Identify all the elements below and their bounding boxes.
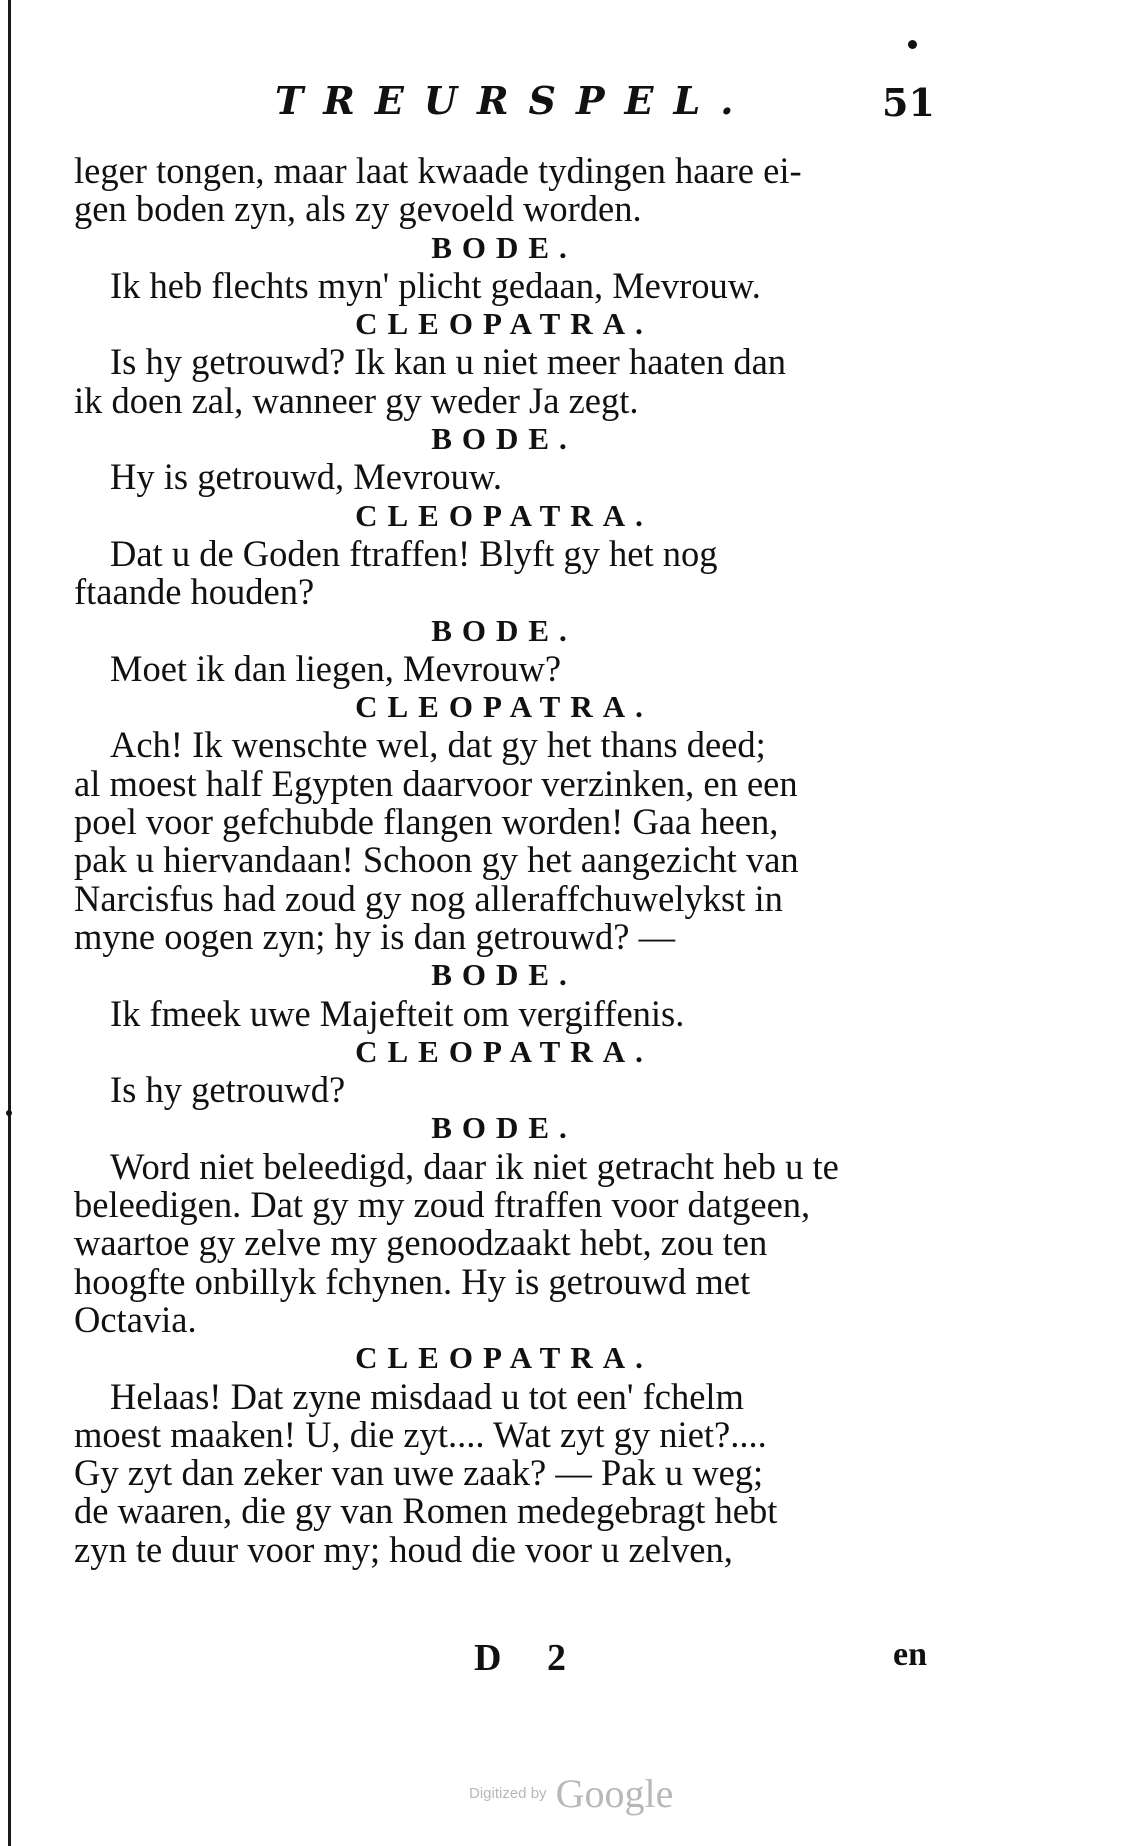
- watermark-prefix: Digitized by: [469, 1785, 547, 1802]
- text-line: poel voor gefchubde flangen worden! Gaa heen,: [74, 801, 779, 843]
- speaker-name: CLEOPATRA.: [355, 1033, 653, 1069]
- text-line: ftaande houden?: [74, 571, 315, 613]
- ink-speck: [6, 1110, 12, 1116]
- text-line: Is hy getrouwd?: [110, 1069, 346, 1111]
- text-line: Ach! Ik wenschte wel, dat gy het thans deed;: [110, 724, 766, 766]
- google-logo: Google: [555, 1771, 674, 1816]
- page-edge-shadow: [8, 0, 11, 1846]
- speaker-name: BODE.: [431, 1110, 577, 1146]
- digitization-watermark: [469, 1770, 673, 1817]
- speaker-name: BODE.: [431, 229, 577, 265]
- text-line: waartoe gy zelve my genoodzaakt hebt, zou ten: [74, 1222, 768, 1264]
- text-line: Word niet beleedigd, daar ik niet getracht heb u te: [110, 1145, 839, 1187]
- text-line: Gy zyt dan zeker van uwe zaak? — Pak u weg;: [74, 1452, 764, 1494]
- text-line: myne oogen zyn; hy is dan getrouwd? —: [74, 915, 676, 957]
- speaker-name: CLEOPATRA.: [355, 1340, 653, 1376]
- speaker-name: BODE.: [431, 612, 577, 648]
- text-line: moest maaken! U, die zyt.... Wat zyt gy niet?....: [74, 1413, 767, 1455]
- text-line: Moet ik dan liegen, Mevrouw?: [110, 647, 562, 689]
- text-line: de waaren, die gy van Romen medegebragt hebt: [74, 1490, 778, 1532]
- text-line: gen boden zyn, als zy gevoeld worden.: [74, 188, 642, 230]
- running-head: TREURSPEL.: [275, 78, 754, 123]
- text-line: Helaas! Dat zyne misdaad u tot een' fchelm: [110, 1375, 744, 1417]
- text-line: hoogfte onbillyk fchynen. Hy is getrouwd met: [74, 1260, 751, 1302]
- speaker-name: CLEOPATRA.: [355, 497, 653, 533]
- text-line: Dat u de Goden ftraffen! Blyft gy het nog: [110, 532, 718, 574]
- play-text: [74, 152, 934, 1569]
- ink-speck: [908, 40, 917, 49]
- text-line: ik doen zal, wanneer gy weder Ja zegt.: [74, 379, 639, 421]
- text-line: zyn te duur voor my; houd die voor u zelven,: [74, 1528, 733, 1570]
- text-line: al moest half Egypten daarvoor verzinken, en een: [74, 762, 798, 804]
- text-line: Ik fmeek uwe Majefteit om vergiffenis.: [110, 992, 685, 1034]
- text-line: Hy is getrouwd, Mevrouw.: [110, 456, 502, 498]
- text-line: Octavia.: [74, 1298, 197, 1340]
- page-number: 51: [882, 80, 935, 125]
- catchword: en: [893, 1636, 927, 1673]
- text-line: Is hy getrouwd? Ik kan u niet meer haaten dan: [110, 341, 787, 383]
- speaker-name: BODE.: [431, 957, 577, 993]
- text-line: Narcisfus had zoud gy nog alleraffchuwelykst in: [74, 877, 783, 919]
- speaker-name: CLEOPATRA.: [355, 689, 653, 725]
- speaker-name: CLEOPATRA.: [355, 306, 653, 342]
- text-line: pak u hiervandaan! Schoon gy het aangezicht van: [74, 839, 799, 881]
- speaker-name: BODE.: [431, 421, 577, 457]
- text-line: leger tongen, maar laat kwaade tydingen haare ei-: [74, 150, 802, 191]
- text-line: beleedigen. Dat gy my zoud ftraffen voor datgeen,: [74, 1184, 811, 1226]
- text-line: Ik heb flechts myn' plicht gedaan, Mevrouw.: [110, 264, 761, 306]
- signature-mark: D 2: [474, 1637, 584, 1679]
